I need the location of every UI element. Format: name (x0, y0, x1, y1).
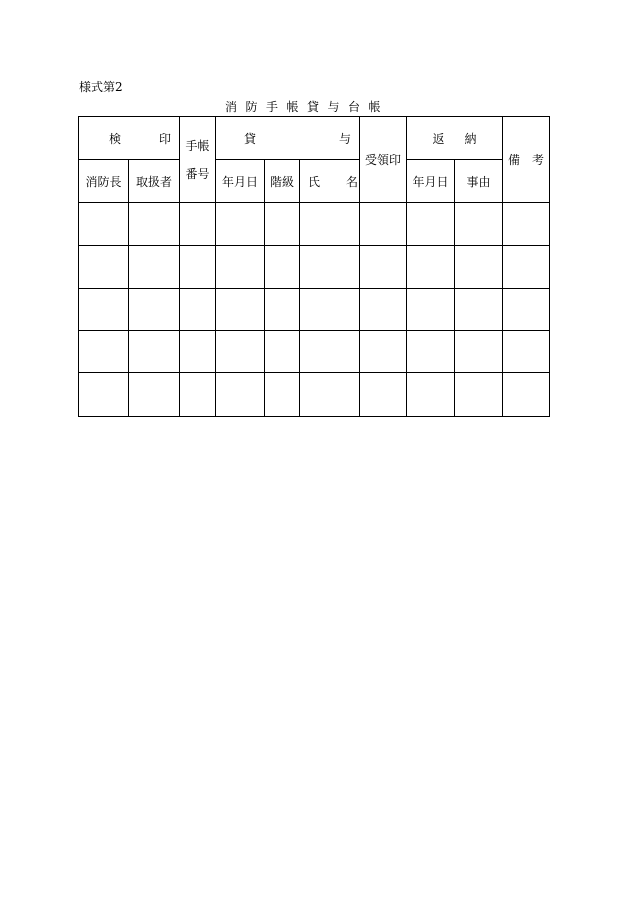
cell-reason (455, 203, 503, 246)
cell-reason (455, 373, 503, 417)
header-return (407, 117, 503, 160)
cell-fire-chief (79, 331, 129, 373)
header-notebook-number-b: 番号 (185, 166, 210, 181)
cell-rank (265, 203, 300, 246)
cell-receipt-seal (360, 373, 407, 417)
cell-return-date (407, 246, 455, 289)
cell-return-date (407, 289, 455, 331)
cell-return-date (407, 373, 455, 417)
cell-fire-chief (79, 373, 129, 417)
cell-lend-date (216, 246, 265, 289)
cell-rank (265, 246, 300, 289)
cell-receipt-seal (360, 246, 407, 289)
cell-rank (265, 331, 300, 373)
subheader-rank: 階級 (265, 160, 300, 203)
subheader-name-b: 名 (346, 174, 359, 189)
cell-notebook-number (180, 373, 216, 417)
header-lending-b: 与 (339, 131, 352, 146)
subheader-lend-date: 年月日 (216, 160, 265, 203)
cell-notebook-number (180, 289, 216, 331)
cell-reason (455, 331, 503, 373)
header-inspection-a: 検 (108, 131, 121, 146)
cell-lend-date (216, 373, 265, 417)
subheader-name (300, 160, 360, 203)
header-inspection-b: 印 (159, 131, 172, 146)
cell-receipt-seal (360, 203, 407, 246)
header-remarks-a: 備 (507, 153, 520, 167)
header-lending (216, 117, 360, 160)
cell-name (300, 289, 360, 331)
cell-fire-chief (79, 289, 129, 331)
cell-remarks (503, 289, 550, 331)
table-row (79, 203, 550, 246)
subheader-name-a: 氏 (308, 174, 321, 189)
cell-name (300, 331, 360, 373)
cell-fire-chief (79, 246, 129, 289)
cell-notebook-number (180, 203, 216, 246)
cell-receipt-seal (360, 331, 407, 373)
cell-return-date (407, 203, 455, 246)
cell-name (300, 373, 360, 417)
cell-receipt-seal (360, 289, 407, 331)
header-row-main (79, 117, 550, 160)
header-return-a: 返 (432, 131, 445, 146)
header-notebook-number-a: 手帳 (185, 138, 210, 153)
subheader-reason: 事由 (455, 160, 503, 203)
header-inspection-seal (79, 117, 180, 160)
header-receipt-seal: 受領印 (360, 117, 407, 203)
cell-notebook-number (180, 331, 216, 373)
subheader-handler: 取扱者 (129, 160, 180, 203)
header-remarks-b: 考 (532, 153, 545, 167)
cell-name (300, 203, 360, 246)
cell-remarks (503, 246, 550, 289)
cell-handler (129, 246, 180, 289)
cell-lend-date (216, 203, 265, 246)
header-row-sub (79, 160, 550, 203)
header-return-b: 納 (464, 131, 477, 146)
header-lending-a: 貸 (243, 131, 256, 146)
cell-remarks (503, 203, 550, 246)
cell-handler (129, 289, 180, 331)
header-notebook-number (180, 117, 216, 203)
header-remarks (503, 117, 550, 203)
cell-return-date (407, 331, 455, 373)
cell-rank (265, 289, 300, 331)
cell-rank (265, 373, 300, 417)
cell-lend-date (216, 331, 265, 373)
document-title: 消防手帳貸与台帳 (225, 100, 390, 114)
cell-lend-date (216, 289, 265, 331)
table-row (79, 331, 550, 373)
cell-notebook-number (180, 246, 216, 289)
table-row (79, 289, 550, 331)
subheader-return-date: 年月日 (407, 160, 455, 203)
cell-reason (455, 246, 503, 289)
notebook-lending-ledger-table (78, 116, 550, 417)
cell-remarks (503, 331, 550, 373)
table-row (79, 373, 550, 417)
cell-remarks (503, 373, 550, 417)
cell-handler (129, 373, 180, 417)
cell-reason (455, 289, 503, 331)
table-row (79, 246, 550, 289)
cell-fire-chief (79, 203, 129, 246)
cell-handler (129, 203, 180, 246)
cell-name (300, 246, 360, 289)
form-number-label: 様式第2 (79, 80, 123, 94)
cell-handler (129, 331, 180, 373)
subheader-fire-chief: 消防長 (79, 160, 129, 203)
